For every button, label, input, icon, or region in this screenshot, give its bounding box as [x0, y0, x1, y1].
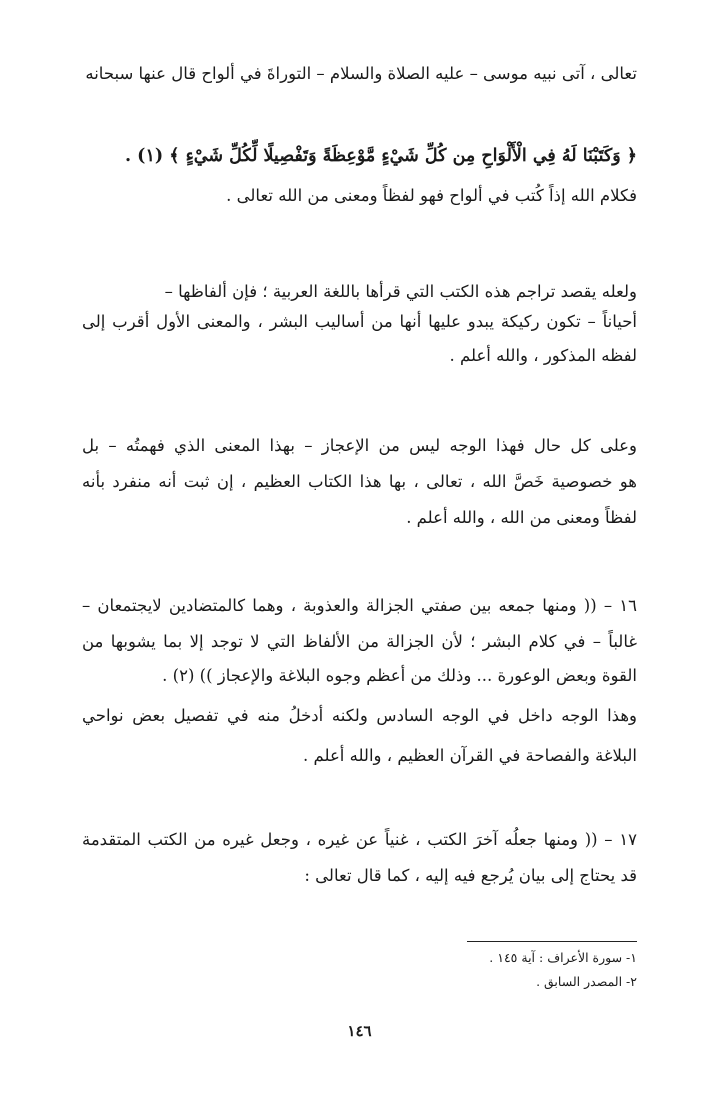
text-line: فكلام الله إذاً كُتب في ألواح فهو لفظاً ومعنى من الله تعالى . — [226, 186, 637, 205]
footnote-1: ١- سورة الأعراف : آية ١٤٥ . — [489, 950, 637, 965]
text-line: تعالى ، آتى نبيه موسى – عليه الصلاة والسلام – التوراةَ في ألواح قال عنها سبحانه — [85, 64, 637, 83]
footnote-separator — [467, 941, 637, 942]
numbered-point-16: ١٦ – (( ومنها جمعه بين صفتي الجزالة والعذوبة ، وهما كالمتضادين لايجتمعان – — [82, 596, 637, 615]
footnote-2: ٢- المصدر السابق . — [536, 974, 637, 989]
text-line: ولعله يقصد تراجم هذه الكتب التي قرأها باللغة العربية ؛ فإن ألفاظها – — [164, 282, 637, 301]
text-line: لفظاً ومعنى من الله ، والله أعلم . — [406, 508, 637, 527]
page-number: ١٤٦ — [347, 1022, 372, 1040]
quran-verse: ﴿ وَكَتَبْنَا لَهُ فِي الْأَلْوَاحِ مِن كُلِّ شَيْءٍ مَّوْعِظَةً وَتَفْصِيلًا لِّكُلِّ شَيْءٍ ﴾ (١) . — [124, 146, 637, 166]
text-line: وهذا الوجه داخل في الوجه السادس ولكنه أدخلُ منه في تفصيل بعض نواحي — [82, 706, 637, 725]
text-line: البلاغة والفصاحة في القرآن العظيم ، والله أعلم . — [303, 746, 637, 765]
text-line: هو خصوصية خَصَّ الله ، تعالى ، بها هذا الكتاب العظيم ، إن ثبت أنه منفرد بأنه — [82, 472, 637, 491]
text-line: وعلى كل حال فهذا الوجه ليس من الإعجاز – بهذا المعنى الذي فهمتُه – بل — [82, 436, 637, 455]
text-line: القوة وبعض الوعورة ... وذلك من أعظم وجوه البلاغة والإعجاز )) (٢) . — [162, 666, 637, 685]
numbered-point-17: ١٧ – (( ومنها جعلُه آخرَ الكتب ، غنياً عن غيره ، وجعل غيره من الكتب المتقدمة — [82, 830, 637, 849]
text-line: أحياناً – تكون ركيكة يبدو عليها أنها من أساليب البشر ، والمعنى الأول أقرب إلى — [82, 312, 637, 331]
text-line: غالباً – في كلام البشر ؛ لأن الجزالة من الألفاظ التي لا توجد إلا بما يشوبها من — [82, 632, 637, 651]
text-line: قد يحتاج إلى بيان يُرجع فيه إليه ، كما قال تعالى : — [304, 866, 637, 885]
text-line: لفظه المذكور ، والله أعلم . — [449, 346, 637, 365]
